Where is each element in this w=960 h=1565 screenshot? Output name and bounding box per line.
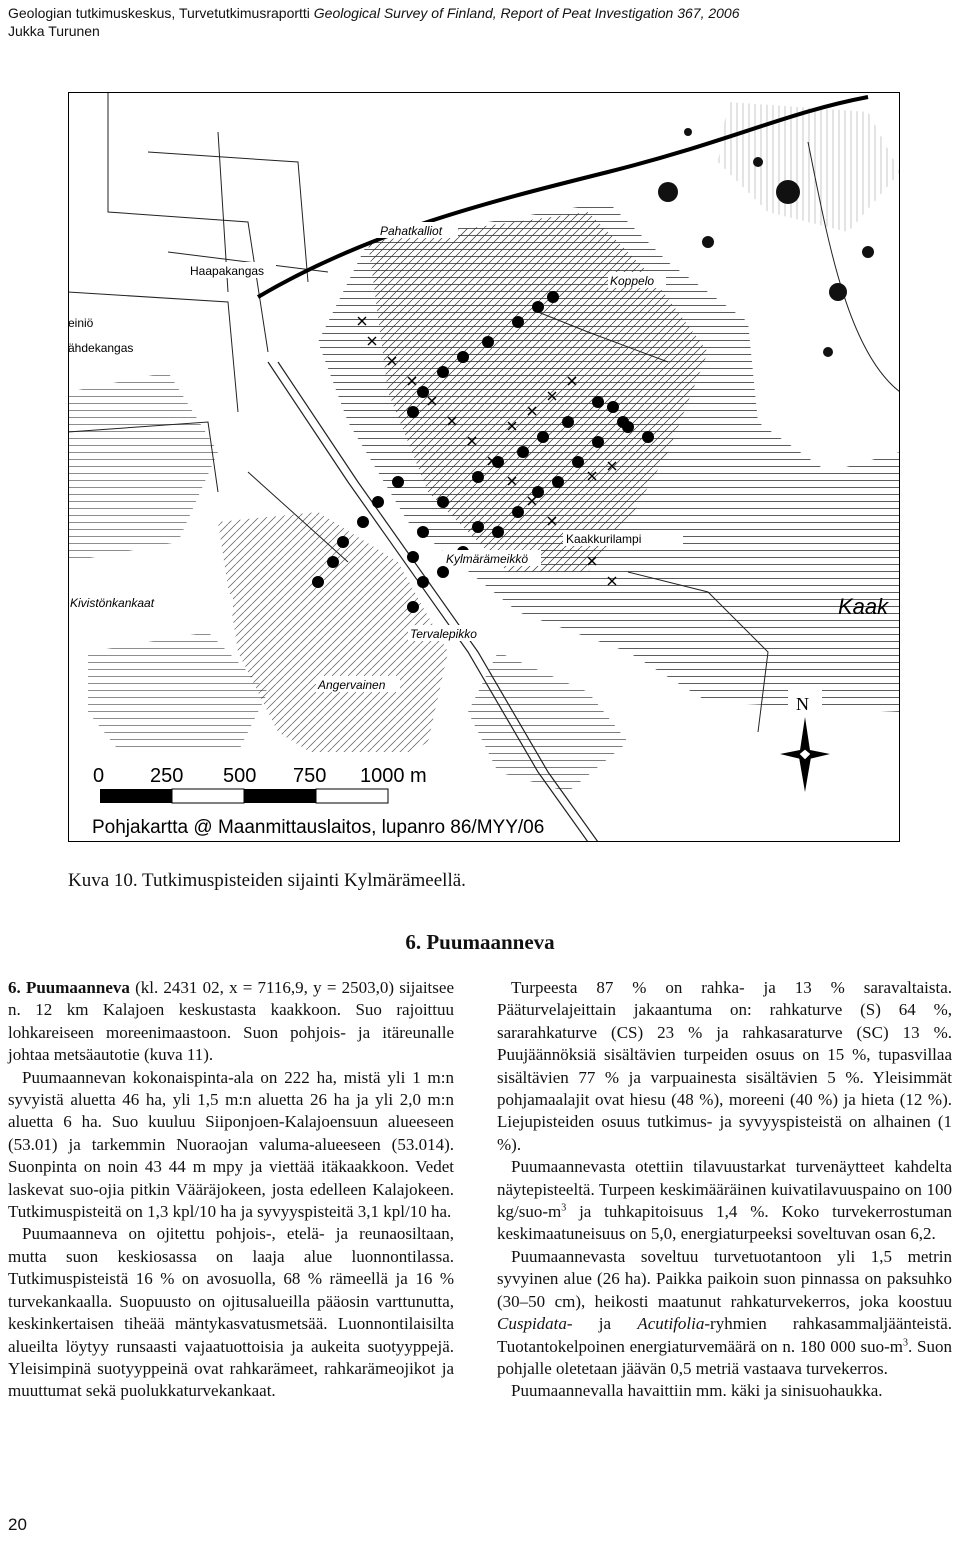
taxon-name: Cuspidata xyxy=(497,1314,567,1334)
paragraph-text: (kl. 2431 02, x = 7116,9, y = 2503,0) sijaitsee n. 12 km Kalajoen keskustasta kaakkoon. Suo rajoittuu lohkareiseen moreenimaastoon. Suon pohjois- ja itäreunalle johtaa metsäautotie (kuva 11). xyxy=(8,978,454,1065)
header-line-1 xyxy=(8,4,740,22)
map-label-koppelo: Koppelo xyxy=(610,274,655,288)
paragraph xyxy=(497,1246,952,1380)
page-number: 20 xyxy=(8,1515,27,1534)
header-series: Geological Survey of Finland, Report of Peat Investigation 367, 2006 xyxy=(313,5,740,21)
taxon-name: Acutifolia xyxy=(637,1314,705,1334)
paragraph: Puumaannevalla havaittiin mm. käki ja sinisuohaukka. xyxy=(511,1381,883,1401)
paragraph xyxy=(8,977,454,1067)
figure-caption: Kuva 10. Tutkimuspisteiden sijainti Kylmärämeellä. xyxy=(68,870,466,891)
right-column xyxy=(497,977,952,1403)
paragraph-text: ja tuhkapitoisuus 1,4 %. Koko turvekerrostuman keskimaatuneisuus on 5,0, energiaturpeeksi soveltuvan osan 6,2. xyxy=(497,1202,952,1244)
paragraph-text: -ryhmien rahkasammaljäänteistä. Tuotantokelpoinen energiaturvemäärä on n. 180 000 suo-m xyxy=(497,1314,952,1356)
map-label-pahatkalliot: Pahatkalliot xyxy=(380,224,443,238)
map-label-tervalepikko: Tervalepikko xyxy=(410,627,477,641)
map-label-einio: einiö xyxy=(68,316,94,330)
scale-label-1000: 1000 m xyxy=(360,765,427,787)
scale-label-750: 750 xyxy=(293,765,327,787)
superscript: 3 xyxy=(561,1202,567,1214)
section-heading: 6. Puumaanneva xyxy=(405,930,555,954)
running-header xyxy=(8,4,740,40)
paragraph xyxy=(497,1156,952,1246)
map-label-kivistonkankaat: Kivistönkankaat xyxy=(70,596,155,610)
left-column xyxy=(8,977,454,1403)
map-label-kylmarameikko: Kylmärämeikkö xyxy=(446,552,529,566)
map-label-angervainen: Angervainen xyxy=(318,678,386,692)
paragraph-text: Puumaannevasta soveltuu turvetuotantoon yli 1,5 metrin syvyinen alue (26 ha). Paikka paikoin suon pinnassa on paksuhko (30–50 cm), heikosti maatunut rahkaturvekerros, joka koostuu xyxy=(497,1246,952,1311)
map-label-kaak: Kaak xyxy=(838,594,889,619)
scale-label-0: 0 xyxy=(93,765,105,787)
header-author: Jukka Turunen xyxy=(8,23,100,39)
north-label: N xyxy=(796,694,809,714)
map-label-kaakkurilampi: Kaakkurilampi xyxy=(566,532,642,546)
site-name: 6. Puumaanneva xyxy=(8,978,130,997)
scale-label-250: 250 xyxy=(150,765,184,787)
paragraph-text: . Suon pohjalle oletetaan jäävän 0,5 metriä vastaava turvekerros. xyxy=(497,1336,952,1378)
map-label-haapakangas: Haapakangas xyxy=(190,264,265,278)
scale-bar xyxy=(90,752,450,812)
map-credit: Pohjakartta @ Maanmittauslaitos, lupanro 86/MYY/06 xyxy=(92,817,545,838)
paragraph: Turpeesta 87 % on rahka- ja 13 % saravaltaista. Pääturvelajeittain jakaantuma on: rahkaturve (S) 64 %, sararahkaturve (CS) 23 % ja rahkasaraturve (SC) 13 %. Puujäännöksiä sisältävien turpeiden osuus on 15 %, tupasvillaa sisältävien 77 % ja varpuainesta sisältävien 5 %. Yleisimmät pohjamaalajit ovat hiesu (48 %), moreeni (40 %) ja hieta (12 %). Liejupisteiden osuus tutkimus- ja syvyyspisteistä on alhainen (1 %). xyxy=(497,978,952,1154)
scale-label-500: 500 xyxy=(223,765,257,787)
superscript: 3 xyxy=(902,1336,908,1348)
paragraph-text: - ja xyxy=(566,1314,638,1334)
paragraph: Puumaanneva on ojitettu pohjois-, etelä- ja reunaosiltaan, mutta suon keskiosassa on laaja alue luonnontilassa. Tutkimuspisteistä 16 % on avosuolla, 68 % rämeellä ja 16 % turvekankaalla. Suopuusto on ojitusalueilla pääosin varttunutta, keskinkertaisen tiheää mäntykasvatusmetsää. Luonnontilaisilta alueilta löytyy runsaasti vajaatuottoisia ja aukeita suotyyppejä. Yleisimpinä suotyyppeinä ovat rahkarämeet, rahkarämeojikot ja muuttumat sekä puolukkaturvekankaat. xyxy=(8,1224,454,1401)
map-label-ahdekangas: ähdekangas xyxy=(68,341,134,355)
study-site-map xyxy=(68,92,900,842)
header-publisher: Geologian tutkimuskeskus, Turvetutkimusraportti xyxy=(8,5,310,21)
paragraph: Puumaannevan kokonaispinta-ala on 222 ha, mistä yli 1 m:n syvyistä aluetta 46 ha, yli 1,5 m:n aluetta 26 ha ja yli 2,0 m:n aluetta 6 ha. Suo kuuluu Siiponjoen-Kalajoensuun alueeseen (53.01) ja tarkemmin Nuoraojan valuma-alueeseen (53.014). Suonpinta on noin 43 44 m mpy ja viettää itäkaakkoon. Vedet laskevat suo-ojia pitkin Vääräjokeen, josta edelleen Kalajokeen. Tutkimuspisteitä on 1,3 kpl/10 ha ja syvyyspisteitä 3,1 kpl/10 ha. xyxy=(8,1067,454,1222)
paragraph-text: Puumaannevasta otettiin tilavuustarkat turvenäytteet kahdelta näytepisteeltä. Turpeen keskimääräinen kuivatilavuuspaino on 100 kg/suo-m xyxy=(497,1157,952,1222)
